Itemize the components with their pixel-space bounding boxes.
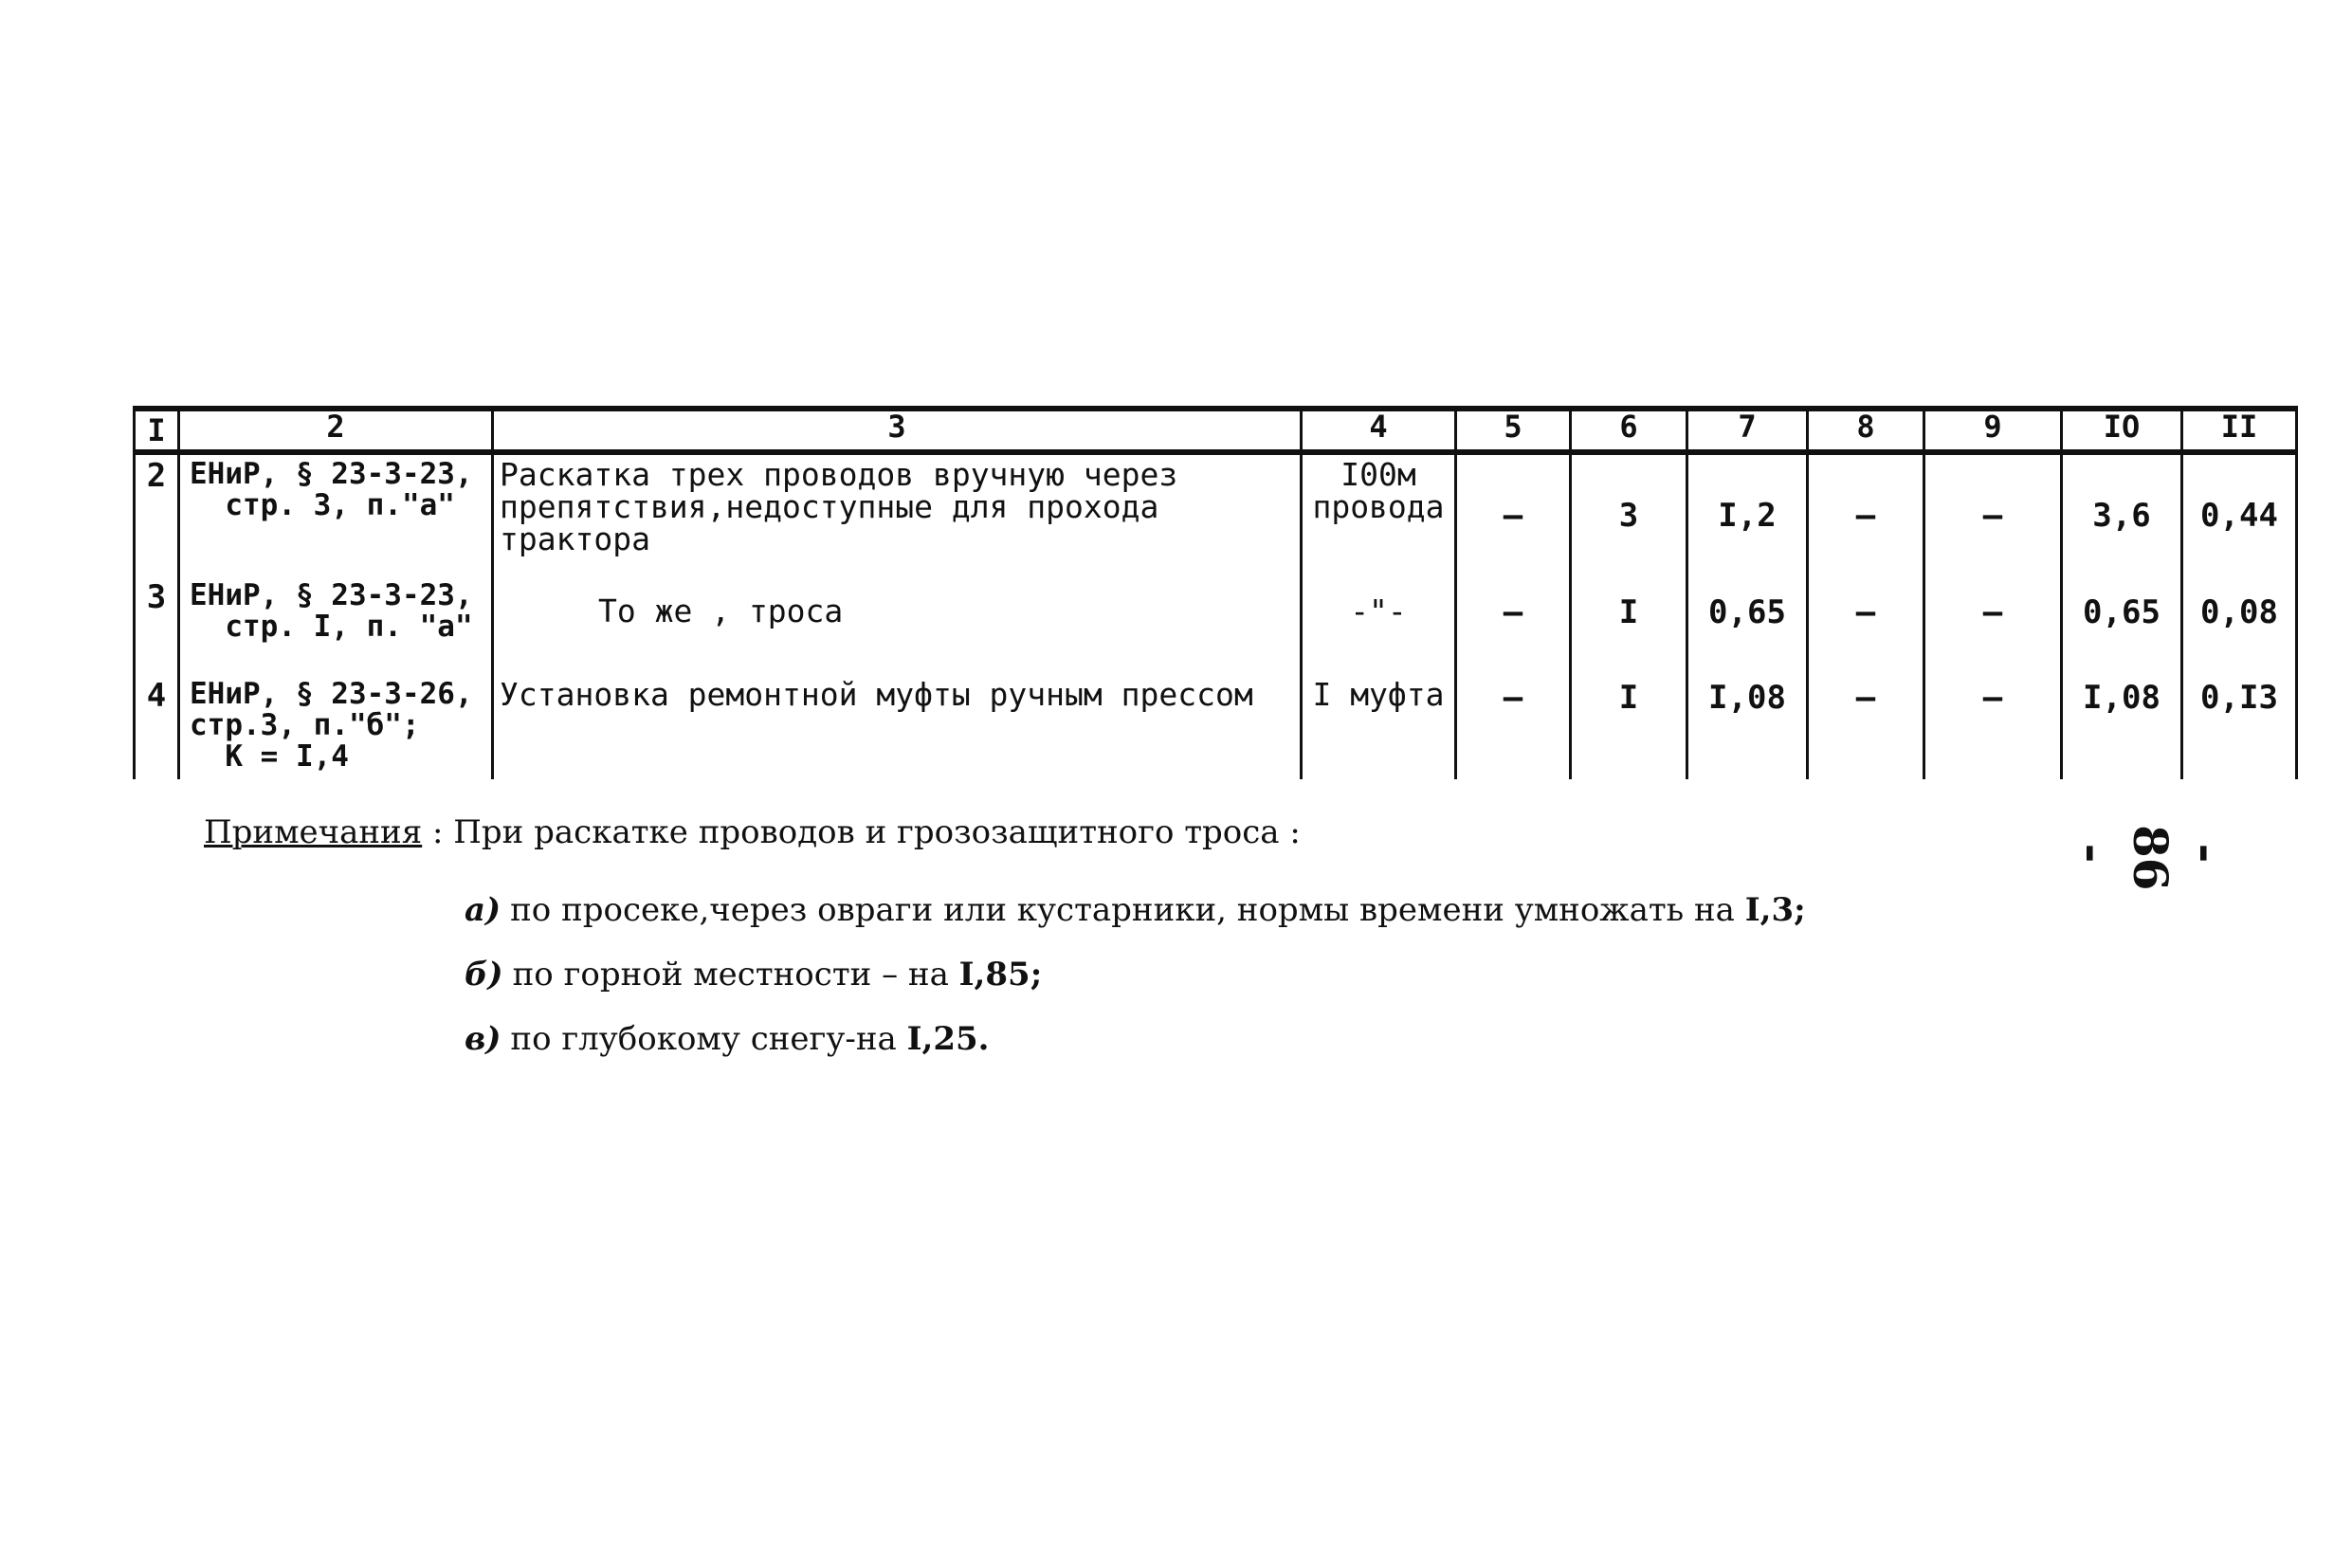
cell-col11: 0,44 [2182, 452, 2297, 576]
cell-col8: – [1808, 675, 1924, 779]
cell-col6: I [1571, 675, 1687, 779]
cell-col9: – [1924, 675, 2062, 779]
notes-title: Примечания [204, 813, 423, 851]
cell-col5: – [1456, 576, 1571, 675]
notes-section [204, 813, 1806, 1058]
note-multiplier: I,25. [906, 1020, 990, 1058]
row-number: 3 [135, 576, 179, 675]
col-header-11: II [2182, 409, 2297, 452]
note-text: по горной местности – на [512, 956, 959, 994]
col-header-3: 3 [493, 409, 1302, 452]
cell-col7: I,2 [1687, 452, 1808, 576]
row-number: 4 [135, 675, 179, 779]
norms-table [133, 406, 2298, 779]
cell-col6: I [1571, 576, 1687, 675]
row-reference: ЕНиР, § 23-3-26, стр.3, п."б"; К = I,4 [179, 675, 493, 779]
row-reference: ЕНиР, § 23-3-23, стр. I, п. "а" [179, 576, 493, 675]
cell-col7: I,08 [1687, 675, 1808, 779]
row-description: Установка ремонтной муфты ручным прессом [493, 675, 1302, 779]
notes-list [465, 891, 1806, 1085]
table-header-row [135, 409, 2297, 452]
col-header-2: 2 [179, 409, 493, 452]
notes-intro: : При раскатке проводов и грозозащитного троса : [422, 813, 1301, 851]
col-header-7: 7 [1687, 409, 1808, 452]
note-multiplier: I,3; [1744, 891, 1806, 929]
cell-col7: 0,65 [1687, 576, 1808, 675]
cell-col6: 3 [1571, 452, 1687, 576]
col-header-4: 4 [1302, 409, 1456, 452]
row-reference: ЕНиР, § 23-3-23, стр. 3, п."а" [179, 452, 493, 576]
cell-col9: – [1924, 452, 2062, 576]
col-header-10: IO [2062, 409, 2182, 452]
cell-col8: – [1808, 576, 1924, 675]
cell-col10: I,08 [2062, 675, 2182, 779]
cell-col8: – [1808, 452, 1924, 576]
table-row [135, 576, 2297, 675]
cell-col10: 3,6 [2062, 452, 2182, 576]
row-unit: -"- [1302, 576, 1456, 675]
note-multiplier: I,85; [958, 956, 1043, 994]
cell-col11: 0,I3 [2182, 675, 2297, 779]
notes-heading [204, 813, 1301, 851]
row-unit: I муфта [1302, 675, 1456, 779]
cell-col11: 0,08 [2182, 576, 2297, 675]
note-letter: б) [465, 956, 503, 994]
note-letter: а) [465, 891, 501, 929]
table-row [135, 452, 2297, 576]
row-unit: I00м провода [1302, 452, 1456, 576]
page-number: - 86 - [2066, 825, 2235, 891]
row-description: Раскатка трех проводов вручную через препятствия,недоступные для прохода трактора [493, 452, 1302, 576]
note-text: по глубокому снегу-на [510, 1020, 907, 1058]
note-text: по просеке,через овраги или кустарники, нормы времени умножать на [510, 891, 1745, 929]
note-item [465, 956, 1806, 994]
table-row [135, 675, 2297, 779]
col-header-6: 6 [1571, 409, 1687, 452]
row-description: То же , троса [493, 576, 1302, 675]
note-item [465, 891, 1806, 929]
note-item [465, 1020, 1806, 1058]
col-header-8: 8 [1808, 409, 1924, 452]
col-header-1: I [135, 409, 179, 452]
cell-col9: – [1924, 576, 2062, 675]
cell-col10: 0,65 [2062, 576, 2182, 675]
col-header-5: 5 [1456, 409, 1571, 452]
cell-col5: – [1456, 452, 1571, 576]
note-letter: в) [465, 1020, 501, 1058]
col-header-9: 9 [1924, 409, 2062, 452]
cell-col5: – [1456, 675, 1571, 779]
row-number: 2 [135, 452, 179, 576]
